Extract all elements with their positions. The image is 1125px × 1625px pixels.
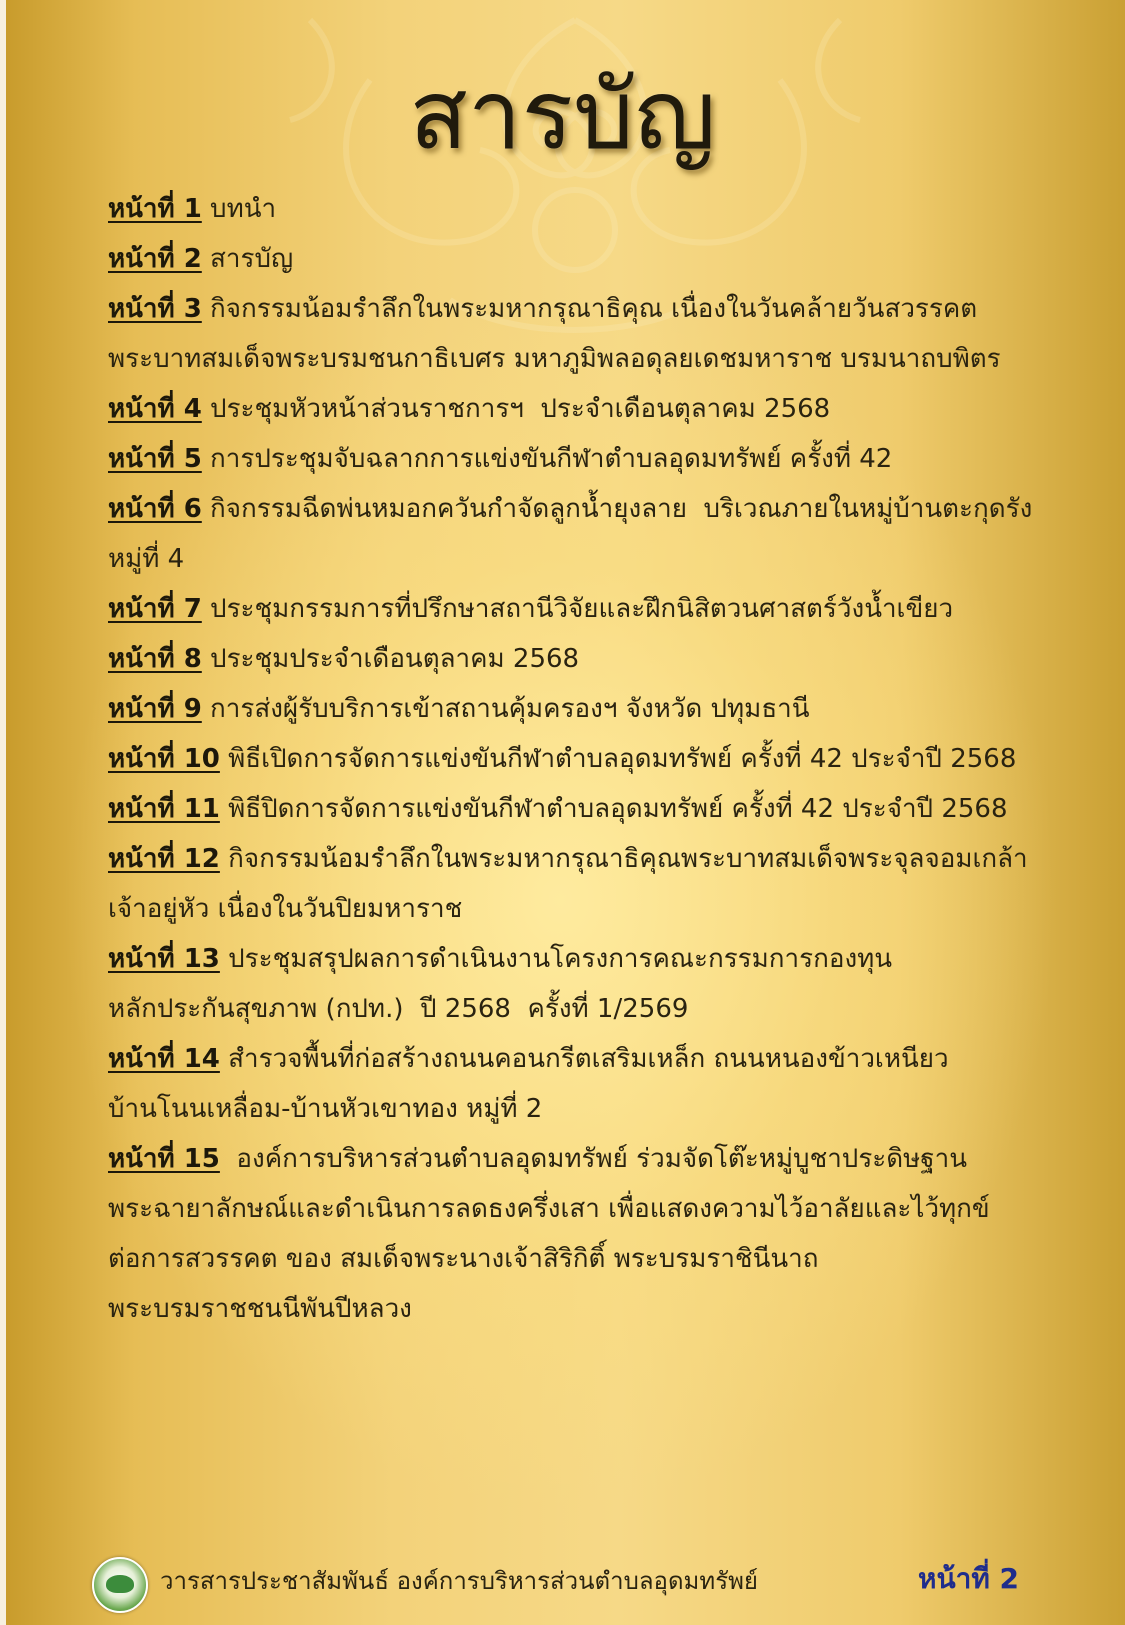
toc-entry-text: สารบัญ (201, 244, 294, 274)
toc-entry (108, 584, 1038, 634)
toc-entry-continuation (108, 984, 1038, 1034)
toc-entry (108, 184, 1038, 234)
toc-entry (108, 484, 1038, 534)
toc-entry-text: บ้านโนนเหลื่อม-บ้านหัวเขาทอง หมู่ที่ 2 (108, 1094, 543, 1124)
toc-page-number: หน้าที่ 10 (108, 744, 220, 774)
toc-entry-text: เจ้าอยู่หัว เนื่องในวันปิยมหาราช (108, 894, 463, 924)
toc-page-number: หน้าที่ 7 (108, 594, 202, 624)
toc-entry-text: หลักประกันสุขภาพ (กปท.) ปี 2568 ครั้งที่ 1/2569 (108, 994, 689, 1024)
toc-entry (108, 234, 1038, 284)
table-of-contents (108, 184, 1038, 1334)
toc-entry-text: พระฉายาลักษณ์และดำเนินการลดธงครึ่งเสา เพื่อแสดงความไว้อาลัยและไว้ทุกข์ (108, 1194, 990, 1224)
page-title: สารบัญ (409, 59, 716, 171)
toc-page-number: หน้าที่ 11 (108, 794, 220, 824)
toc-entry (108, 834, 1038, 884)
toc-page-number: หน้าที่ 1 (108, 194, 202, 224)
toc-page-number: หน้าที่ 8 (108, 644, 202, 674)
toc-entry-text: ประชุมประจำเดือนตุลาคม 2568 (201, 644, 580, 674)
toc-entry-text: ประชุมหัวหน้าส่วนราชการฯ ประจำเดือนตุลาคม 2568 (201, 394, 831, 424)
toc-entry-text: กิจกรรมน้อมรำลึกในพระมหากรุณาธิคุณ เนื่องในวันคล้ายวันสวรรคต (201, 294, 978, 324)
toc-entry-text: ประชุมสรุปผลการดำเนินงานโครงการคณะกรรมการกองทุน (219, 944, 893, 974)
toc-entry-text: การประชุมจับฉลากการแข่งขันกีฬาตำบลอุดมทรัพย์ ครั้งที่ 42 (201, 444, 893, 474)
toc-entry (108, 634, 1038, 684)
organization-seal-icon (92, 1557, 148, 1613)
toc-entry-text: กิจกรรมน้อมรำลึกในพระมหากรุณาธิคุณพระบาทสมเด็จพระจุลจอมเกล้า (219, 844, 1028, 874)
page-edge (0, 0, 6, 1625)
toc-page-number: หน้าที่ 2 (108, 244, 202, 274)
toc-entry-continuation (108, 884, 1038, 934)
toc-entry (108, 284, 1038, 334)
toc-page-number: หน้าที่ 9 (108, 694, 202, 724)
toc-entry-continuation (108, 1084, 1038, 1134)
toc-page-number: หน้าที่ 5 (108, 444, 202, 474)
toc-entry (108, 784, 1038, 834)
toc-entry-text: องค์การบริหารส่วนตำบลอุดมทรัพย์ ร่วมจัดโต๊ะหมู่บูชาประดิษฐาน (219, 1144, 967, 1174)
journal-name: วารสารประชาสัมพันธ์ องค์การบริหารส่วนตำบลอุดมทรัพย์ (160, 1567, 758, 1595)
toc-page-number: หน้าที่ 14 (108, 1044, 220, 1074)
toc-page-number: หน้าที่ 3 (108, 294, 202, 324)
toc-page-number: หน้าที่ 6 (108, 494, 202, 524)
toc-entry-text: พิธีปิดการจัดการแข่งขันกีฬาตำบลอุดมทรัพย์ ครั้งที่ 42 ประจำปี 2568 (219, 794, 1008, 824)
toc-entry (108, 684, 1038, 734)
page-number: หน้าที่ 2 (918, 1562, 1020, 1595)
toc-entry-text: ต่อการสวรรคต ของ สมเด็จพระนางเจ้าสิริกิติ์ พระบรมราชินีนาถ (108, 1244, 819, 1274)
toc-entry (108, 434, 1038, 484)
toc-entry-text: พระบาทสมเด็จพระบรมชนกาธิเบศร มหาภูมิพลอดุลยเดชมหาราช บรมนาถบพิตร (108, 344, 1001, 374)
toc-entry (108, 1034, 1038, 1084)
toc-page-number: หน้าที่ 15 (108, 1144, 220, 1174)
toc-entry (108, 384, 1038, 434)
toc-entry-continuation (108, 1234, 1038, 1284)
toc-entry-continuation (108, 534, 1038, 584)
toc-entry-text: หมู่ที่ 4 (108, 544, 185, 574)
toc-entry-continuation (108, 1184, 1038, 1234)
toc-entry-text: บทนำ (201, 194, 277, 224)
toc-entry-text: พิธีเปิดการจัดการแข่งขันกีฬาตำบลอุดมทรัพย์ ครั้งที่ 42 ประจำปี 2568 (219, 744, 1017, 774)
toc-entry-text: ประชุมกรรมการที่ปรึกษาสถานีวิจัยและฝึกนิสิตวนศาสตร์วังน้ำเขียว (201, 594, 954, 624)
toc-entry-text: สำรวจพื้นที่ก่อสร้างถนนคอนกรีตเสริมเหล็ก ถนนหนองข้าวเหนียว (219, 1044, 949, 1074)
toc-entry-text: กิจกรรมฉีดพ่นหมอกควันกำจัดลูกน้ำยุงลาย บริเวณภายในหมู่บ้านตะกุดรัง (201, 494, 1033, 524)
toc-entry (108, 934, 1038, 984)
toc-page-number: หน้าที่ 4 (108, 394, 202, 424)
toc-entry (108, 734, 1038, 784)
toc-entry (108, 1134, 1038, 1184)
toc-entry-continuation (108, 1284, 1038, 1334)
toc-entry-text: การส่งผู้รับบริการเข้าสถานคุ้มครองฯ จังหวัด ปทุมธานี (201, 694, 810, 724)
toc-entry-text: พระบรมราชชนนีพันปีหลวง (108, 1294, 412, 1324)
toc-page-number: หน้าที่ 12 (108, 844, 220, 874)
toc-page-number: หน้าที่ 13 (108, 944, 220, 974)
toc-entry-continuation (108, 334, 1038, 384)
